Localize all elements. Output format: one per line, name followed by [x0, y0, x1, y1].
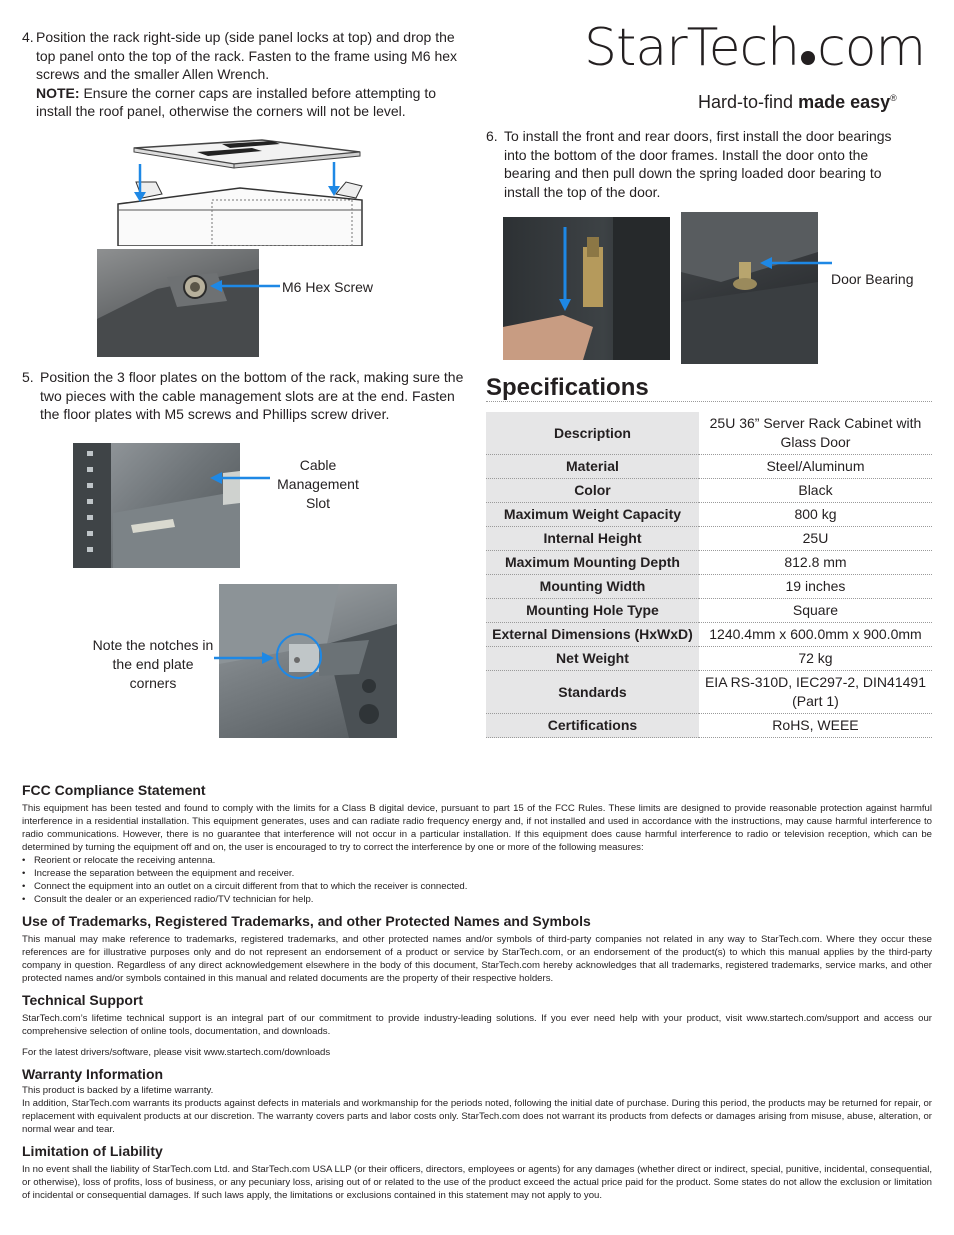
fcc-bullets [22, 854, 932, 906]
note-text: Ensure the corner caps are installed before attempting to install the roof panel, otherwise the corners will not be level. [36, 84, 436, 119]
step-text: Position the rack right-side up (side panel locks at top) and drop the top panel onto the top of the rack. Fasten to the frame using M6 hex screws and the smaller Allen Wrench. [36, 29, 458, 82]
hex-screw-callout: M6 Hex Screw [282, 279, 374, 295]
hex-screw-arrow [210, 280, 280, 292]
tagline-mark: ® [890, 93, 897, 103]
spec-key: Color [486, 479, 699, 503]
table-row [486, 623, 932, 647]
spec-key: External Dimensions (HxWxD) [486, 623, 699, 647]
support-text: StarTech.com’s lifetime technical support is an integral part of our commitment to provide industry-leading solutions. If you ever need help with your product, visit www.startech.com/support and access our comprehensive selection of online tools, documentation, and downloads. [22, 1013, 932, 1037]
logo-tagline [698, 92, 897, 113]
table-row [486, 647, 932, 671]
trademarks-text: This manual may make reference to trademarks, registered trademarks, and other protected names and/or symbols of third-party companies not related in any way to StarTech.com. Where they occur these references are for illustrative purposes only and do not represent an endorsement of a product or service by StarTech.com, or an endorsement of the product(s) to which this manual applies by the third-party company in question. Regardless of any direct acknowledgement elsewhere in the body of this document, StarTech.com hereby acknowledges that all trademarks, registered trademarks, service marks, and other protected names and/or symbols contained in this manual and related documents are the property of their respective holders. [22, 934, 932, 984]
table-row [486, 714, 932, 738]
door-bearing-install-photo [503, 217, 670, 360]
spec-key: Maximum Mounting Depth [486, 551, 699, 575]
table-row [486, 412, 932, 455]
table-row [486, 551, 932, 575]
spec-value: 19 inches [699, 575, 932, 599]
notch-arrow [214, 652, 274, 664]
fcc-heading: FCC Compliance Statement [22, 782, 206, 798]
step-number: 6. [486, 128, 498, 144]
logo-brand-left: StarTech [584, 18, 800, 78]
spec-value: Square [699, 599, 932, 623]
spec-value: Steel/Aluminum [699, 455, 932, 479]
list-item: • Connect the equipment into an outlet on a circuit different from that to which the receiver is connected. [22, 880, 932, 893]
spec-key: Mounting Width [486, 575, 699, 599]
step-4 [22, 28, 462, 121]
warranty-text: This product is backed by a lifetime warranty. [22, 1085, 214, 1096]
legal-section [22, 782, 932, 1202]
trademarks-heading: Use of Trademarks, Registered Trademarks, and other Protected Names and Symbols [22, 913, 591, 929]
warranty-heading: Warranty Information [22, 1066, 164, 1082]
floor-plate-photo [73, 443, 240, 568]
table-row [486, 527, 932, 551]
table-row [486, 455, 932, 479]
door-bearing-photo [681, 212, 818, 364]
step-number: 5. [22, 369, 34, 385]
specifications-title: Specifications [486, 374, 649, 401]
support-heading: Technical Support [22, 992, 144, 1008]
support-text-downloads: For the latest drivers/software, please visit www.startech.com/downloads [22, 1047, 331, 1058]
step-6 [486, 127, 916, 201]
spec-value: 25U [699, 527, 932, 551]
door-bearing-callout: Door Bearing [831, 271, 914, 287]
spec-value: EIA RS-310D, IEC297-2, DIN41491 (Part 1) [699, 671, 932, 714]
spec-key: Net Weight [486, 647, 699, 671]
step-text: To install the front and rear doors, first install the door bearings into the bottom of the door frames. Install the door onto the bearing and then pull down the spring loaded door bearing to install the top of the door. [504, 128, 892, 200]
spec-value: 1240.4mm x 600.0mm x 900.0mm [699, 623, 932, 647]
table-row [486, 575, 932, 599]
liability-heading: Limitation of Liability [22, 1143, 163, 1159]
specifications-rule [486, 401, 932, 402]
tagline-bold: made easy [798, 92, 891, 112]
logo-brand-right: com [817, 18, 926, 78]
tagline-light: Hard-to-find [698, 92, 794, 112]
spec-key: Internal Height [486, 527, 699, 551]
logo-dot-icon [801, 51, 815, 65]
table-row [486, 479, 932, 503]
rack-roof-illustration [112, 138, 372, 246]
spec-key: Material [486, 455, 699, 479]
spec-key: Description [486, 412, 699, 455]
table-row [486, 599, 932, 623]
hex-screw-photo [97, 249, 259, 357]
list-item: • Reorient or relocate the receiving antenna. [22, 854, 932, 867]
fcc-text: This equipment has been tested and found to comply with the limits for a Class B digital device, pursuant to part 15 of the FCC Rules. These limits are designed to provide reasonable protection against harmful interference in a residential installation. This equipment generates, uses and can radiate radio frequency energy and, if not installed and used in accordance with the instructions, may cause harmful interference to radio communications. However, there is no guarantee that interference will not occur in a particular installation. If this equipment does cause harmful interference to radio or television reception, which can be determined by turning the equipment off and on, the user is encouraged to try to correct the interference by one or more of the following measures: [22, 803, 932, 853]
step-number: 4. [22, 29, 34, 45]
startech-logo [584, 18, 925, 78]
spec-value: 72 kg [699, 647, 932, 671]
liability-text: In no event shall the liability of StarTech.com Ltd. and StarTech.com USA LLP (or their officers, directors, employees or agents) for any damages (whether direct or indirect, special, punitive, incidental, consequential, or otherwise), loss of profits, loss of business, or any pecuniary loss, arising out of or related to the use of the product exceed the actual price paid for the product. Some states do not allow the exclusion or limitation of incidental or consequential damages. If such laws apply, the limitations or exclusions contained in this statement may not apply to you. [22, 1164, 932, 1201]
spec-key: Certifications [486, 714, 699, 738]
step-text: Position the 3 floor plates on the bottom of the rack, making sure the two pieces with the cable management slots are at the end. Fasten the floor plates with M5 screws and Phillips screw driver. [40, 369, 464, 422]
door-bearing-arrow [760, 257, 832, 269]
specifications-table [486, 412, 932, 738]
note-label: NOTE: [36, 84, 80, 101]
notch-callout: Note the notches in the end plate corners [92, 637, 214, 691]
spec-value: Black [699, 479, 932, 503]
table-row [486, 671, 932, 714]
spec-key: Mounting Hole Type [486, 599, 699, 623]
warranty-text-detail: In addition, StarTech.com warrants its products against defects in materials and workmanship for the periods noted, following the initial date of purchase. During this period, the products may be returned for repair, or replacement with equivalent products at our discretion. The warranty covers parts and labor costs only. StarTech.com does not warrant its products from defects or damages arising from misuse, abuse, alteration, or normal wear and tear. [22, 1098, 932, 1135]
spec-value: RoHS, WEEE [699, 714, 932, 738]
spec-value: 25U 36” Server Rack Cabinet with Glass Door [699, 412, 932, 455]
slot-callout: Cable Management Slot [277, 457, 359, 511]
list-item: • Increase the separation between the equipment and receiver. [22, 867, 932, 880]
spec-value: 812.8 mm [699, 551, 932, 575]
spec-key: Standards [486, 671, 699, 714]
slot-arrow [210, 472, 270, 484]
spec-value: 800 kg [699, 503, 932, 527]
step-5 [22, 368, 464, 424]
list-item: • Consult the dealer or an experienced radio/TV technician for help. [22, 893, 932, 906]
table-row [486, 503, 932, 527]
spec-key: Maximum Weight Capacity [486, 503, 699, 527]
